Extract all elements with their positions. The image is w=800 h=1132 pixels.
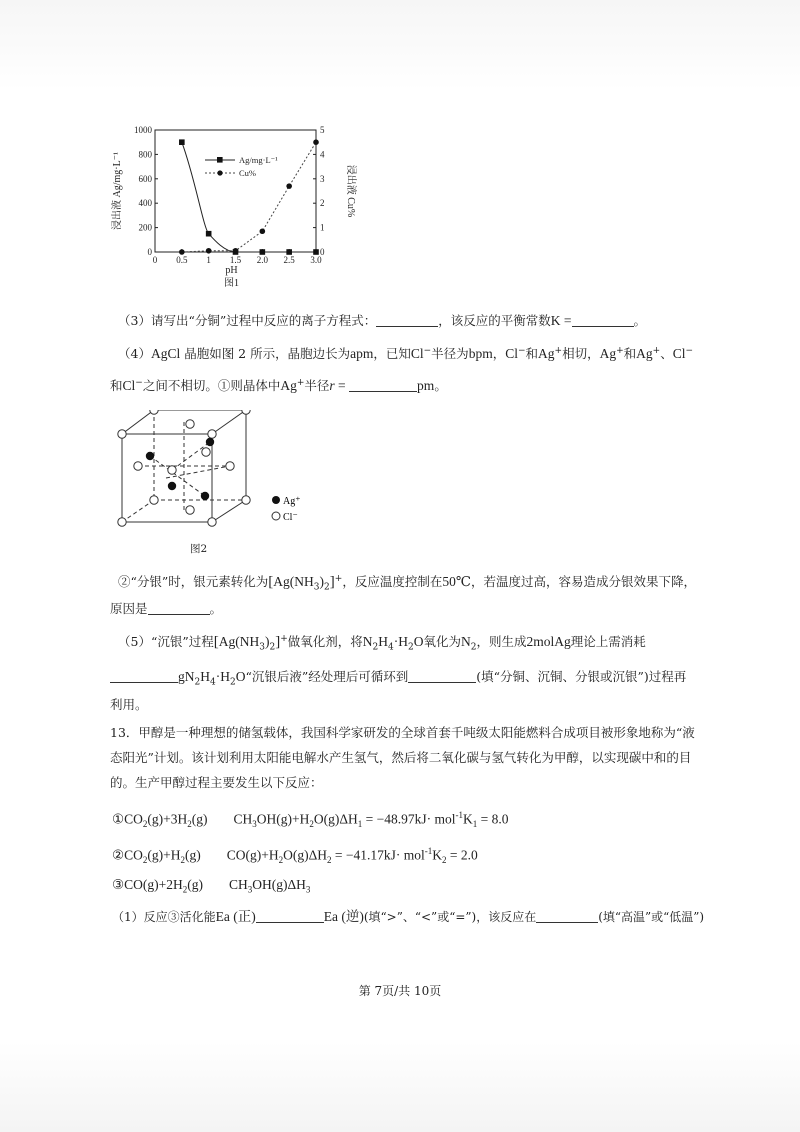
sub-3: 3 <box>252 819 257 830</box>
r3-reactants: ③CO(g)+2H <box>112 877 183 892</box>
r2-h: (g)+H <box>147 847 181 863</box>
r1-dh: ΔH <box>339 811 358 827</box>
sub-4: 4 <box>209 677 216 688</box>
question-4-part-2: ②“分银”时，银元素转化为$[Ag(NH_3)_2]^+$，反应温度控制在50℃，若温度过高，容易造成分银效果下降， <box>118 574 696 593</box>
sup-minus-1: -1 <box>455 810 464 820</box>
q4-text-line2: 之间不相切。①则晶体中 <box>142 378 281 394</box>
x-tick-label: 1.5 <box>229 255 242 265</box>
q4b-text-b: ，反应温度控制在 <box>342 574 443 590</box>
r3-ch: CH <box>228 877 248 892</box>
y-left-tick-label: 600 <box>138 173 152 184</box>
ag-charge: + <box>554 346 563 356</box>
radius-r: r <box>329 378 335 394</box>
figure-2-caption: 图2 <box>190 543 208 555</box>
legend-cl-marker <box>272 512 280 520</box>
ag-point <box>313 249 319 255</box>
reaction-3 <box>112 876 310 899</box>
q4-comma: ， <box>492 346 506 362</box>
complex-ag: Ag <box>273 574 290 590</box>
figure-1-caption: 图1 <box>224 278 239 289</box>
r2-dh: ΔH <box>308 847 328 863</box>
sub-1: 1 <box>357 819 363 830</box>
legend-cu-marker <box>217 170 222 175</box>
r2-value: = −41.17kJ· mol <box>331 847 425 863</box>
ag-charge: + <box>616 346 624 356</box>
page-footer: 第 7页/共 10页 <box>358 984 442 998</box>
sub-2: 2 <box>142 855 148 866</box>
legend-cu-label: Cu% <box>239 168 256 178</box>
q4b-text-a: ②“分银”时，银元素转化为 <box>118 574 269 590</box>
question-5-line-3 <box>110 696 148 714</box>
y-left-tick-label: 800 <box>138 149 152 160</box>
hydrazine-n: N <box>184 669 195 684</box>
plot-frame <box>155 130 316 252</box>
q3-end: 。 <box>633 313 647 328</box>
ag-point <box>286 249 292 255</box>
complex-nh: NH <box>239 634 260 650</box>
q4-text-g: 相切， <box>562 346 600 362</box>
r1-k: K <box>463 811 473 827</box>
legend-cl: Cl⁻ <box>283 512 298 523</box>
q4-text-c: ，已知 <box>373 346 411 362</box>
y-right-tick-label: 2 <box>320 198 325 209</box>
sub-3: 3 <box>247 884 253 895</box>
q3-k-label: K = <box>550 313 572 328</box>
question-5: （5）“沉银”过程$[Ag(NH_3)_2]^+$做氧化剂，将$N_2H_4\cdot H_2O$氧化为$N_2$，则生成2molAg理论上需消耗 <box>118 634 646 653</box>
x-axis-label: pH <box>225 265 238 276</box>
y-left-axis-label: 浸出液 Ag/mg·L⁻¹ <box>112 152 123 230</box>
cl-charge: − <box>685 346 694 356</box>
question-4-part-2-line-2 <box>110 600 222 618</box>
sub-2: 2 <box>327 855 332 866</box>
q5-text-h: (填“分铜、沉铜、分银或沉银”)过程再 <box>476 669 687 684</box>
legend-ag-label: Ag/mg·L⁻¹ <box>239 155 278 165</box>
question-4-line-2 <box>110 374 447 395</box>
q4-text-b: 晶胞如图 2 所示，晶胞边长为 <box>180 346 351 362</box>
cl-charge: − <box>517 346 526 356</box>
sub-3: 3 <box>313 582 320 593</box>
q4-text-and: 和 <box>110 378 123 394</box>
q4-sep: 、 <box>660 346 673 362</box>
r3-dh: ΔH <box>287 877 306 892</box>
sub-2: 2 <box>187 819 192 830</box>
q13-1-temp-blank[interactable] <box>536 908 598 923</box>
sub-2: 2 <box>442 855 447 866</box>
y-right-tick-label: 4 <box>320 149 325 160</box>
y-left-tick-label: 0 <box>147 247 152 257</box>
cu-point <box>179 249 185 255</box>
complex-charge: + <box>280 634 288 644</box>
complex-charge: + <box>334 574 343 584</box>
cl-charge: − <box>423 346 432 356</box>
legend-ag-marker <box>272 496 280 504</box>
sub-2: 2 <box>470 642 477 653</box>
cl-ion: Cl <box>672 346 686 362</box>
q13-1-text-b: (填“>”、“<”或“=”)，该反应在 <box>363 910 537 924</box>
q3-text: （3）请写出“分铜”过程中反应的离子方程式： <box>118 313 377 328</box>
cl-ion: Cl <box>505 346 518 362</box>
x-tick-label: 3.0 <box>310 255 322 265</box>
question-13-part-1 <box>112 908 704 926</box>
silver-amount: 2molAg <box>526 634 571 650</box>
complex-nh: NH <box>294 574 314 590</box>
ea-reverse: Ea (逆) <box>323 909 364 924</box>
r2-kvalue: = 2.0 <box>446 847 478 863</box>
r3-oh: OH(g) <box>252 877 288 892</box>
q13-1-text-c: (填“高温”或“低温”) <box>598 910 705 924</box>
r1-co: ①CO <box>112 811 143 827</box>
ag-ion: Ag <box>636 346 653 362</box>
sub-2: 2 <box>229 677 236 688</box>
hydrazine-n: N <box>362 634 373 650</box>
y-right-tick-label: 1 <box>320 222 325 233</box>
q13-1-text-a: （1）反应③活化能 <box>112 910 216 924</box>
sub-2: 2 <box>180 855 185 866</box>
q5-text-c: 氧化为 <box>423 634 461 650</box>
q5-text-a: （5）“沉银”过程 <box>118 634 214 650</box>
hydrate-o: O <box>413 634 424 650</box>
r1-water: O(g) <box>313 811 340 827</box>
question-5-line-2: $gN_2H_4\cdot H_2O“$沉银后液”经处理后可循环到 (填“分铜、沉铜、分银或沉银”)过程再 <box>110 668 686 692</box>
q4-and: 和 <box>623 346 637 362</box>
q4-number: （4） <box>118 346 151 362</box>
q4-radius-blank[interactable] <box>349 377 417 392</box>
legend-ag: Ag⁺ <box>283 496 301 507</box>
q4b-end: 。 <box>209 601 223 616</box>
hydrate-o: O <box>235 669 246 684</box>
q5-mass-blank[interactable] <box>110 668 178 683</box>
ag-ion: Ag <box>280 378 297 394</box>
r1-kvalue: = 8.0 <box>477 811 509 827</box>
cu-point <box>313 139 319 145</box>
q4b-reason-blank[interactable] <box>148 600 210 615</box>
y-left-tick-label: 200 <box>138 222 152 233</box>
q5-text-d: ，则生成 <box>476 634 527 650</box>
r2-gas: (g) <box>184 847 201 863</box>
sub-2: 2 <box>372 642 379 653</box>
cl-charge: − <box>135 378 143 388</box>
q3-equation-blank[interactable] <box>376 312 438 327</box>
y-right-tick-label: 0 <box>320 247 325 257</box>
question-13-line-2: 态阳光”计划。该计划利用太阳能电解水产生氢气，然后将二氧化碳与氢气转化为甲醇，以实现碳中和的目 <box>110 750 692 765</box>
x-tick-label: 0 <box>152 255 158 265</box>
cu-point <box>286 183 292 189</box>
y-left-tick-label: 1000 <box>134 125 152 135</box>
x-tick-label: 1 <box>206 255 211 265</box>
sub-3: 3 <box>305 884 311 895</box>
r3-gas: (g) <box>187 877 203 892</box>
q5-process-blank[interactable] <box>408 668 476 683</box>
r1-value: = −48.97kJ· mol <box>362 811 456 827</box>
q4-and: 和 <box>525 346 539 362</box>
sub-2: 2 <box>278 855 284 866</box>
q4b-text-c: ，若温度过高，容易造成分银效果下降， <box>470 574 696 590</box>
x-tick-label: 2.5 <box>283 255 295 265</box>
cl-radius-bpm: bpm <box>468 346 493 362</box>
x-tick-label: 0.5 <box>176 255 188 265</box>
y-left-tick-label: 400 <box>138 198 152 209</box>
cl-ion: Cl <box>122 378 136 394</box>
r2-products: CO(g)+H <box>226 847 279 863</box>
hydrate-h: ·H <box>393 634 408 650</box>
q5-text-i: 利用。 <box>110 697 148 712</box>
q3-mid: ，该反应的平衡常数 <box>438 313 551 328</box>
sub-2: 2 <box>407 642 414 653</box>
nitrogen: N <box>460 634 471 650</box>
figure-1-chart <box>100 115 400 295</box>
agcl-formula: AgCl <box>150 346 181 362</box>
q4-radius-word: 半径 <box>304 378 330 394</box>
y-right-tick-label: 3 <box>320 173 325 184</box>
complex-ag: Ag <box>218 634 236 650</box>
ag-ions <box>146 438 214 500</box>
ag-ion: Ag <box>538 346 555 362</box>
legend-ag-marker <box>217 157 223 163</box>
cu-point <box>233 248 239 254</box>
sub-2: 2 <box>182 884 188 895</box>
question-3 <box>118 312 646 330</box>
r1-oh: OH(g)+H <box>256 811 310 827</box>
cl-ion: Cl <box>410 346 424 362</box>
sub-2: 2 <box>309 819 314 830</box>
q4-equals: = <box>334 378 350 394</box>
y-right-tick-label: 5 <box>320 125 325 135</box>
r1-ch: CH <box>233 811 253 827</box>
sub-2: 2 <box>194 677 201 688</box>
q5-text-e: 理论上需消耗 <box>570 634 646 650</box>
r1-gas: (g) <box>191 811 208 827</box>
unit-pm: pm <box>417 378 435 394</box>
figure-2-crystal-cell <box>110 410 330 560</box>
q3-k-blank[interactable] <box>572 312 634 327</box>
ag-charge: + <box>652 346 661 356</box>
y-right-axis-label: 浸出液 Cu% <box>345 164 356 218</box>
sub-2: 2 <box>324 582 330 593</box>
r2-water: O(g) <box>283 847 309 863</box>
ag-ion: Ag <box>599 346 617 362</box>
question-4-line-1 <box>118 342 693 363</box>
sub-3: 3 <box>259 642 265 653</box>
ag-point <box>179 139 185 145</box>
hydrate-h: ·H <box>215 669 230 684</box>
q5-text-g: “沉银后液”经处理后可循环到 <box>245 669 409 684</box>
q13-1-compare-blank[interactable] <box>256 908 324 923</box>
ag-point <box>206 231 212 237</box>
reaction-1 <box>112 806 509 833</box>
r2-k: K <box>432 847 442 863</box>
q5-text-b: 做氧化剂，将 <box>287 634 363 650</box>
sub-1: 1 <box>472 819 478 830</box>
reaction-2 <box>112 842 478 869</box>
cu-point <box>260 228 266 234</box>
sub-4: 4 <box>388 642 394 653</box>
question-13-line-1: 13．甲醇是一种理想的储氢载体，我国科学家研发的全球首套千吨级太阳能燃料合成项目被形象地称为“液 <box>110 725 695 740</box>
r2-co: ②CO <box>112 847 143 863</box>
r1-h: (g)+3H <box>147 811 188 827</box>
sup-minus-1: -1 <box>424 846 433 856</box>
q4-end: 。 <box>434 378 447 394</box>
cell-edge-apm: apm <box>350 346 374 362</box>
question-13-line-3: 的。生产甲醇过程主要发生以下反应： <box>110 775 323 790</box>
unit-g: g <box>178 669 185 684</box>
sub-2: 2 <box>142 819 148 830</box>
q4-text-d: 半径为 <box>431 346 469 362</box>
ag-point <box>260 249 266 255</box>
q4b-reason-label: 原因是 <box>110 601 148 616</box>
ag-charge: + <box>296 378 305 388</box>
x-tick-label: 2.0 <box>256 255 268 265</box>
sub-2: 2 <box>269 642 276 653</box>
cu-point <box>206 248 212 254</box>
ea-forward: Ea (正) <box>215 909 256 924</box>
temperature: 50℃ <box>442 574 471 590</box>
